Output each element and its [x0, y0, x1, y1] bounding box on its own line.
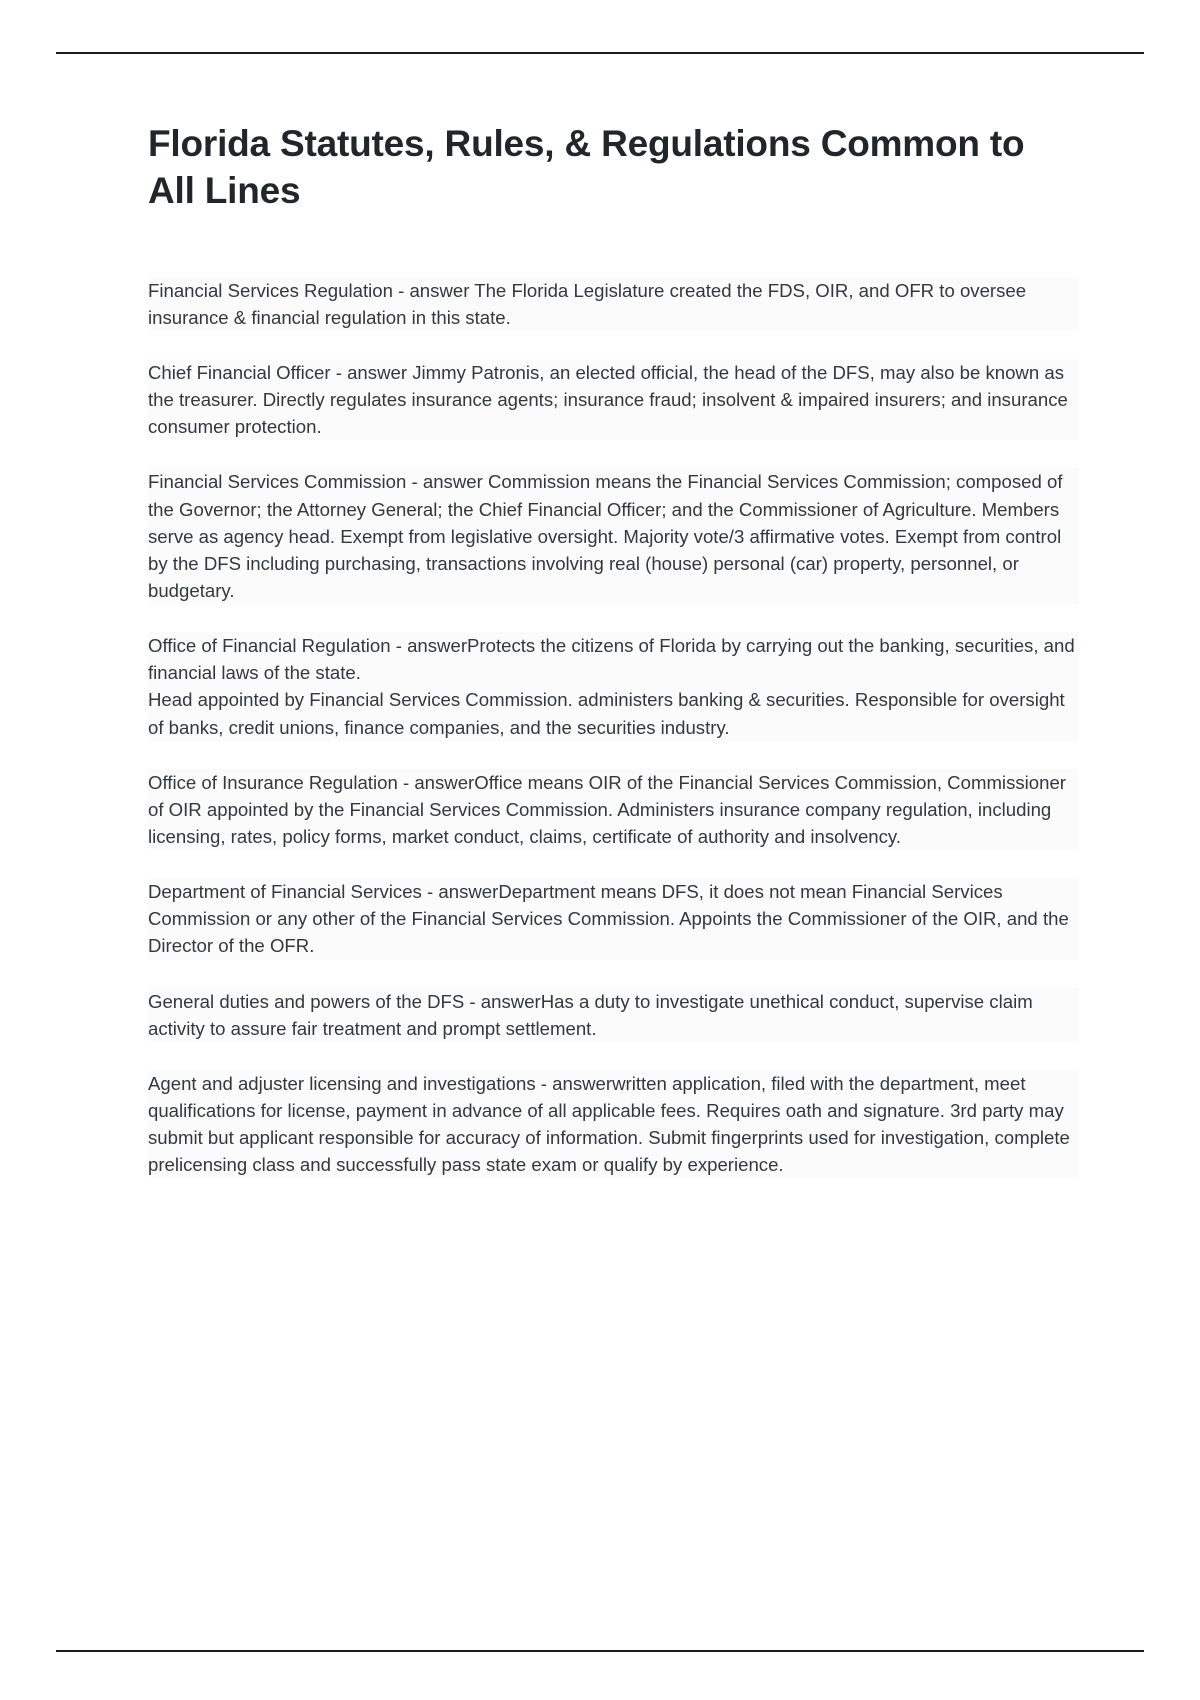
document-content: [148, 120, 1078, 1178]
page-title: Florida Statutes, Rules, & Regulations Common to All Lines: [148, 123, 1025, 212]
paragraph-financial-services-commission: Financial Services Commission - answer Commission means the Financial Services Commission; composed of the Governor; the Attorney General; the Chief Financial Officer; and the Commissioner of Agriculture. Members serve as agency head. Exempt from legislative oversight. Majority vote/3 affirmative votes. Exempt from control by the DFS including purchasing, transactions involving real (house) personal (car) property, personnel, or budgetary.: [148, 468, 1078, 604]
page-bottom-divider: [56, 1650, 1144, 1652]
paragraph-office-of-insurance-regulation: Office of Insurance Regulation - answerOffice means OIR of the Financial Services Commission, Commissioner of OIR appointed by the Financial Services Commission. Administers insurance company regulation, including licensing, rates, policy forms, market conduct, claims, certificate of authority and insolvency.: [148, 769, 1078, 850]
paragraph-financial-services-regulation: Financial Services Regulation - answer The Florida Legislature created the FDS, OIR, and OFR to oversee insurance & financial regulation in this state.: [148, 277, 1078, 331]
paragraph-department-of-financial-services: Department of Financial Services - answerDepartment means DFS, it does not mean Financial Services Commission or any other of the Financial Services Commission. Appoints the Commissioner of the OIR, and the Director of the OFR.: [148, 878, 1078, 959]
paragraph-office-of-financial-regulation: Office of Financial Regulation - answerProtects the citizens of Florida by carrying out the banking, securities, and financial laws of the state. Head appointed by Financial Services Commission. administers banking & securities. Responsible for oversight of banks, credit unions, finance companies, and the securities industry.: [148, 632, 1078, 741]
page-top-divider: [56, 52, 1144, 54]
paragraph-chief-financial-officer: Chief Financial Officer - answer Jimmy Patronis, an elected official, the head of the DFS, may also be known as the treasurer. Directly regulates insurance agents; insurance fraud; insolvent & impaired insurers; and insurance consumer protection.: [148, 359, 1078, 440]
paragraph-agent-and-adjuster-licensing: Agent and adjuster licensing and investigations - answerwritten application, filed with the department, meet qualifications for license, payment in advance of all applicable fees. Requires oath and signature. 3rd party may submit but applicant responsible for accuracy of information. Submit fingerprints used for investigation, complete prelicensing class and successfully pass state exam or qualify by experience.: [148, 1070, 1078, 1179]
paragraph-general-duties-and-powers-of-the-dfs: General duties and powers of the DFS - answerHas a duty to investigate unethical conduct, supervise claim activity to assure fair treatment and prompt settlement.: [148, 988, 1078, 1042]
